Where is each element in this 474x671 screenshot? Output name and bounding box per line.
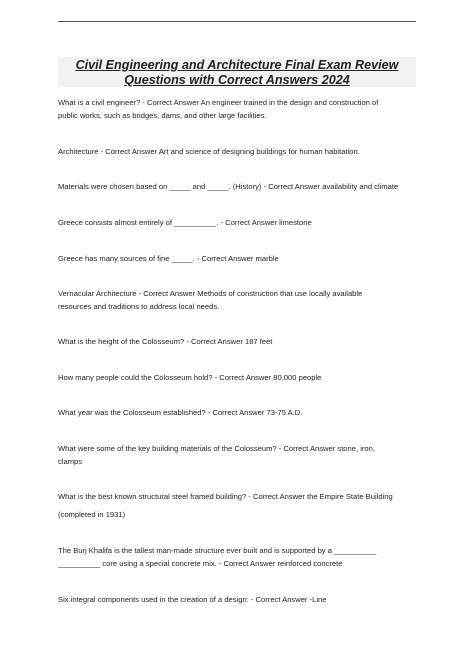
- document-title-line-1: Civil Engineering and Architecture Final Exam Review: [75, 58, 399, 72]
- qa-item-4: [58, 217, 418, 230]
- qa-line: clamps: [58, 456, 83, 466]
- qa-line: What year was the Colosseum established? - Correct Answer 73-75 A.D.: [58, 408, 303, 417]
- qa-line: What is the height of the Colosseum? - Correct Answer 187 feet: [58, 337, 273, 346]
- qa-line: What were some of the key building materials of the Colosseum? - Correct Answer stone, iron,: [58, 444, 375, 453]
- qa-item-12: [58, 545, 418, 570]
- qa-item-3: [58, 181, 418, 194]
- qa-line: What is the best known structural steel framed building? - Correct Answer the Empire State Building: [58, 492, 393, 501]
- qa-line: resources and traditions to address local needs.: [58, 301, 220, 311]
- qa-line: __________ core using a special concrete mix. - Correct Answer reinforced concrete: [58, 558, 343, 568]
- qa-item-11: [58, 491, 418, 521]
- document-title-line-2: Questions with Correct Answers 2024: [124, 73, 350, 87]
- qa-item-13: [58, 594, 418, 607]
- qa-line: Six integral components used in the creation of a design: - Correct Answer -Line: [58, 595, 327, 604]
- qa-line: Greece has many sources of fine _____. - Correct Answer marble: [58, 254, 279, 263]
- qa-item-2: [58, 146, 418, 159]
- qa-item-10: [58, 443, 418, 468]
- qa-line: What is a civil engineer? - Correct Answer An engineer trained in the design and construction of: [58, 98, 379, 107]
- qa-line: public works, such as bridges, dams, and other large facilities.: [58, 110, 267, 120]
- qa-item-5: [58, 253, 418, 266]
- qa-line: (completed in 1931): [58, 509, 126, 519]
- qa-line: Vernacular Architecture - Correct Answer Methods of construction that use locally available: [58, 289, 363, 298]
- top-rule: [58, 21, 416, 22]
- qa-item-1: [58, 97, 418, 122]
- qa-item-8: [58, 372, 418, 385]
- qa-line: The Burj Khalifa is the tallest man-made structure ever built and is supported by a __________: [58, 546, 377, 555]
- qa-item-6: [58, 288, 418, 313]
- qa-line: How many people could the Colosseum hold? - Correct Answer 80,000 people: [58, 373, 322, 382]
- qa-line: Materials were chosen based on _____ and _____. (History) - Correct Answer availability and climate: [58, 182, 399, 191]
- qa-item-9: [58, 407, 418, 420]
- qa-line: Greece consists almost entirely of __________. - Correct Answer limestone: [58, 218, 312, 227]
- qa-item-7: [58, 336, 418, 349]
- qa-line: Architecture - Correct Answer Art and science of designing buildings for human habitation.: [58, 147, 360, 156]
